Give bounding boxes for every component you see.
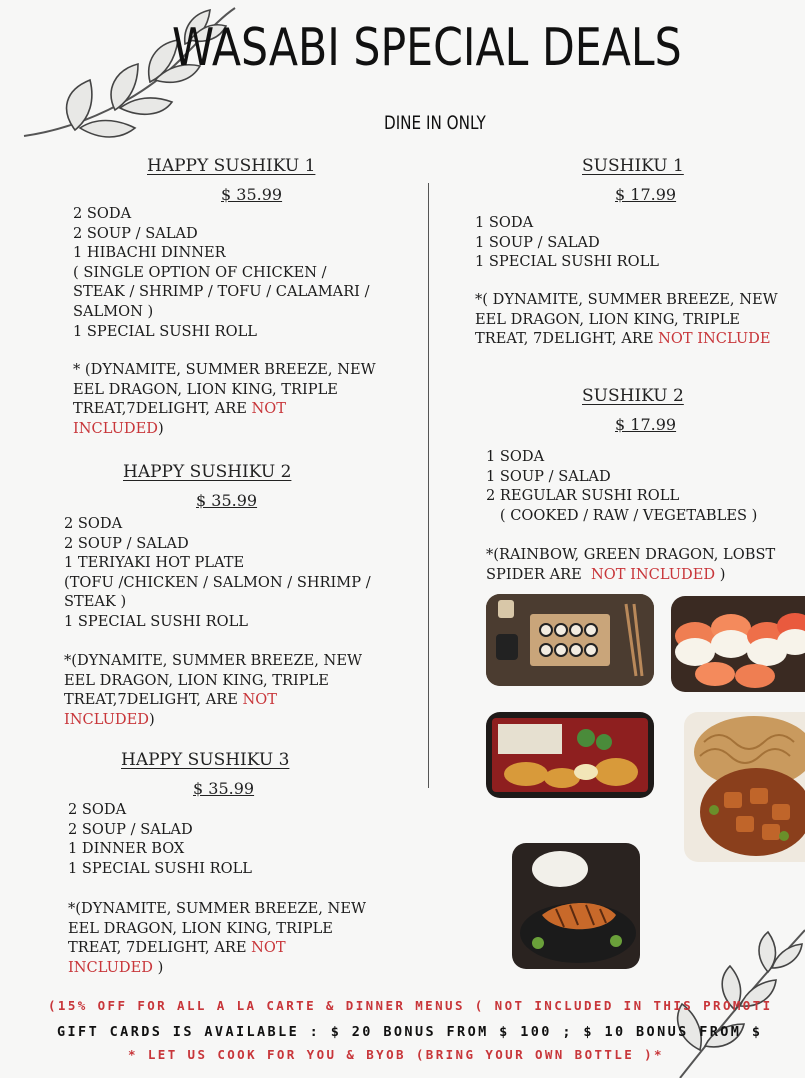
deal-title-sushiku-1: SUSHIKU 1 xyxy=(582,156,684,176)
footer-gift-card-line: GIFT CARDS IS AVAILABLE : $ 20 BONUS FROM $ 100 ; $ 10 BONUS FROM $ xyxy=(57,1024,763,1040)
page-title: WASABI SPECIAL DEALS xyxy=(172,18,682,78)
deal-title-happy-sushiku-2: HAPPY SUSHIKU 2 xyxy=(123,462,292,482)
deal-note-sushiku-2: *(RAINBOW, GREEN DRAGON, LOBST SPIDER ARE NOT INCLUDED ) xyxy=(486,546,776,583)
deal-price-happy-sushiku-3: $ 35.99 xyxy=(193,779,255,798)
footer-byob-line: * LET US COOK FOR YOU & BYOB (BRING YOUR OWN BOTTLE )* xyxy=(128,1047,664,1062)
bento-box-photo xyxy=(486,712,654,798)
deal-price-sushiku-2: $ 17.99 xyxy=(615,415,677,434)
deal-note-happy-sushiku-1: * (DYNAMITE, SUMMER BREEZE, NEW EEL DRAGON, LION KING, TRIPLE TREAT,7DELIGHT, ARE NOT INCLUDED) xyxy=(73,361,376,437)
deal-items-happy-sushiku-3: 2 SODA 2 SOUP / SALAD 1 DINNER BOX 1 SPECIAL SUSHI ROLL xyxy=(68,801,252,877)
deal-items-sushiku-2: 1 SODA 1 SOUP / SALAD 2 REGULAR SUSHI ROLL ( COOKED / RAW / VEGETABLES ) xyxy=(486,448,758,524)
dine-in-subtitle: DINE IN ONLY xyxy=(384,112,486,134)
teriyaki-hot-plate-photo xyxy=(512,843,640,969)
deal-note-happy-sushiku-2: *(DYNAMITE, SUMMER BREEZE, NEW EEL DRAGON, LION KING, TRIPLE TREAT,7DELIGHT, ARE NOT INCLUDED) xyxy=(64,652,362,728)
salmon-rolls-photo xyxy=(671,596,805,692)
deal-items-happy-sushiku-1: 2 SODA 2 SOUP / SALAD 1 HIBACHI DINNER ( SINGLE OPTION OF CHICKEN / STEAK / SHRIMP / TOFU / CALAMARI / SALMON ) 1 SPECIAL SUSHI ROLL xyxy=(73,205,370,340)
deal-title-happy-sushiku-1: HAPPY SUSHIKU 1 xyxy=(147,156,316,176)
deal-price-happy-sushiku-2: $ 35.99 xyxy=(196,491,258,510)
leaf-branch-decoration-bottom xyxy=(660,900,805,1078)
deal-note-happy-sushiku-3: *(DYNAMITE, SUMMER BREEZE, NEW EEL DRAGON, LION KING, TRIPLE TREAT, 7DELIGHT, ARE NOT INCLUDED ) xyxy=(68,900,366,976)
deal-items-happy-sushiku-2: 2 SODA 2 SOUP / SALAD 1 TERIYAKI HOT PLATE (TOFU /CHICKEN / SALMON / SHRIMP / STEAK ) 1 SPECIAL SUSHI ROLL xyxy=(64,515,371,630)
deal-price-happy-sushiku-1: $ 35.99 xyxy=(221,185,283,204)
deal-note-sushiku-1: *( DYNAMITE, SUMMER BREEZE, NEW EEL DRAGON, LION KING, TRIPLE TREAT, 7DELIGHT, ARE NOT INCLUDE xyxy=(475,291,778,348)
hibachi-chicken-photo xyxy=(684,712,805,862)
sushi-board-photo xyxy=(486,594,654,686)
deal-title-sushiku-2: SUSHIKU 2 xyxy=(582,386,684,406)
deal-title-happy-sushiku-3: HAPPY SUSHIKU 3 xyxy=(121,750,290,770)
footer-promo-line: (15% OFF FOR ALL A LA CARTE & DINNER MENUS ( NOT INCLUDED IN THIS PROMOTI xyxy=(48,998,773,1013)
deal-price-sushiku-1: $ 17.99 xyxy=(615,185,677,204)
deal-items-sushiku-1: 1 SODA 1 SOUP / SALAD 1 SPECIAL SUSHI ROLL xyxy=(475,214,659,271)
column-divider xyxy=(428,183,429,788)
